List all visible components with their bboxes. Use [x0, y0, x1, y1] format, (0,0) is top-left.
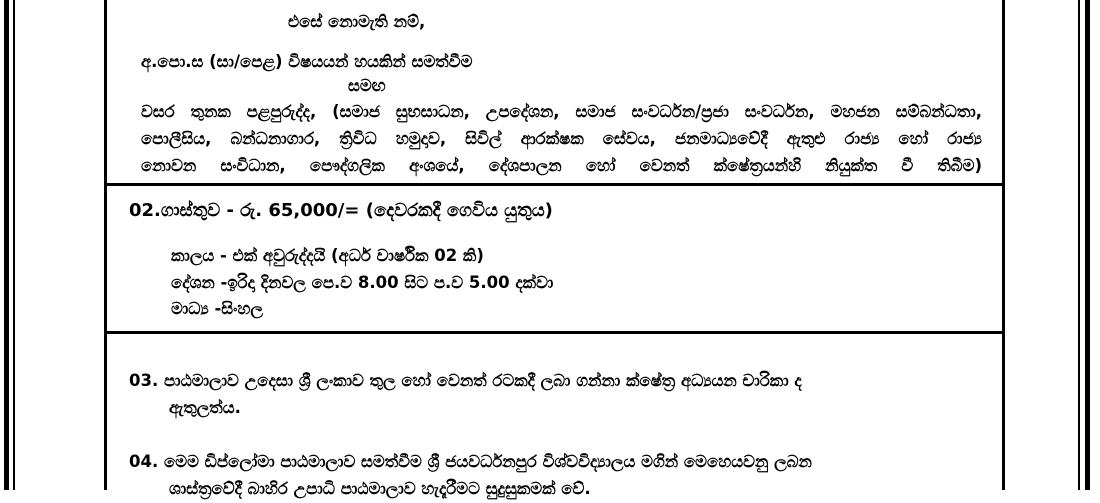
notes-section [104, 334, 1005, 499]
fee-detail-medium: මාධ්‍ය -සිංහල [171, 299, 263, 319]
note-item-03 [107, 334, 1002, 421]
qualifications-paragraph-line-3: නොවන සංවිධාන, පෞද්ගලික අංශයේ, දේශපාලන හෝ වෙනත් ක්ෂේත්‍රයන්හි නියුක්ත වී තිබීම) [141, 155, 982, 175]
fee-detail-duration: කාලය - එක් අවුරුද්දයි (අර්ධ වාර්ෂික 02 කි) [171, 246, 484, 265]
fee-detail-lectures: දේශන -ඉරිදා දිනවල පෙ.ව 8.00 සිට ප.ව 5.00 දක්වා [171, 272, 554, 292]
qualifications-paragraph-line-1: වසර තුනක පළපුරුද්ද, (සමාජ සුභසාධන, උපදේශන, සමාජ සංවර්ධන/ප්‍රජා සංවර්ධන, මහජන සම්බන්ධතා, [141, 102, 982, 122]
fee-title: 02.ගාස්තුව - රු. 65,000/= (දෙවරකදී ගෙවිය යුතුය) [129, 200, 553, 221]
page-border-left-outer [4, 0, 9, 490]
page-border-right-inner [1078, 0, 1080, 490]
page-border-left-inner [13, 0, 15, 490]
note-item-04 [107, 421, 1002, 502]
note-item-03-line-2: ඇතුලත්ය. [169, 397, 241, 417]
qualifications-exam-line: අ.පො.ස (සා/පෙළ) විෂයයන් හයකින් සමත්වීම [141, 51, 473, 71]
qualifications-section [104, 0, 1005, 186]
note-item-04-line-1: 04. මෙම ඩිප්ලෝමා පාඨමාලාව සමත්වීම ශ්‍රී ජයවර්ධනපුර විශ්වවිද්‍යාලය මගින් මෙහෙයවනු ලබන [129, 452, 812, 472]
page-border-right-outer [1085, 0, 1090, 490]
note-item-03-line-1: 03. පාඨමාලාව උදෙසා ශ්‍රී ලංකාව තුල හෝ වෙනත් රටකදී ලබා ගන්නා ක්ෂේත්‍ර අධ්‍යයන චාරිකා ද [129, 371, 802, 390]
qualifications-paragraph-line-2: පොලීසිය, බන්ධනාගාර, ත්‍රිවිධ හමුදාව, සිවිල් ආරක්ෂක සේවය, ජනමාධ්‍යවේදී ඇතුළු රාජ්‍ය හෝ රාජ්‍ය [141, 128, 982, 148]
qualifications-heading: එසේ නොමැති නම්, [288, 12, 426, 31]
fee-section [104, 186, 1005, 334]
note-item-04-line-2: ශාස්ත්‍රවේදී බාහිර උපාධි පාඨමාලාව හැදෑරීමට සුදුසුකමක් වේ. [169, 479, 591, 499]
qualifications-with-line: සමඟ [348, 76, 386, 96]
